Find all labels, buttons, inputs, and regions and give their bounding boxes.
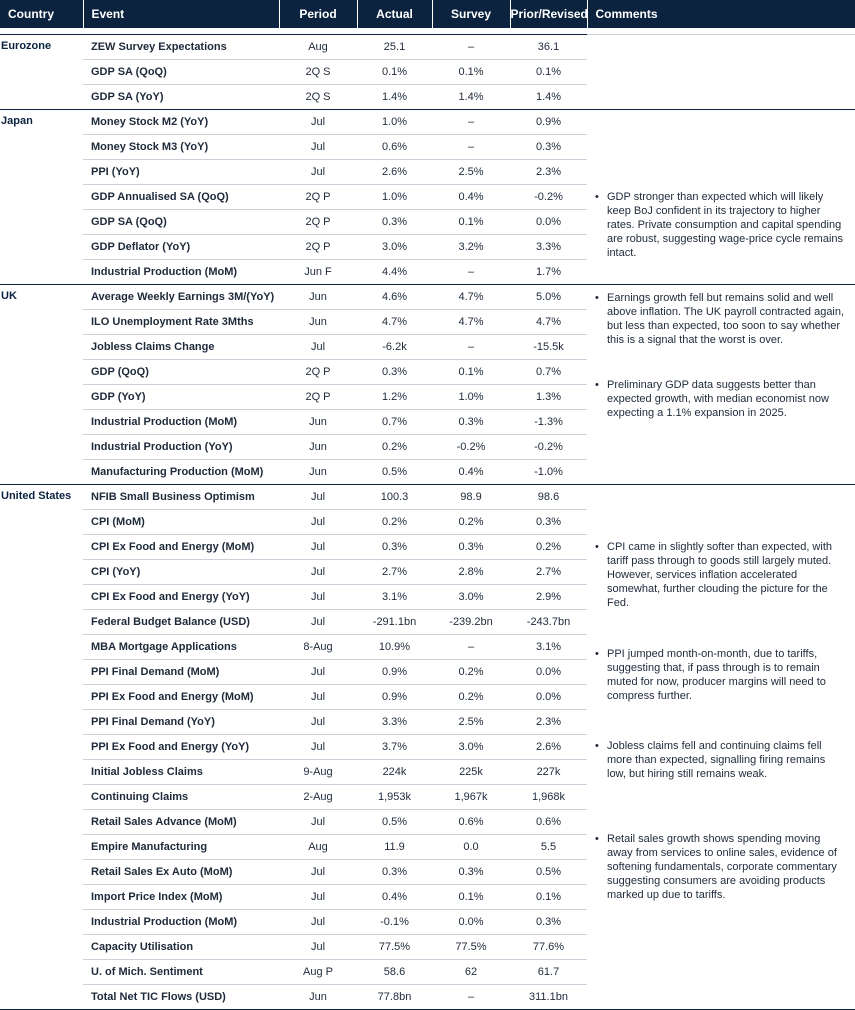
event-cell: CPI Ex Food and Energy (YoY)	[83, 585, 279, 610]
prior-cell: 0.2%	[510, 535, 587, 560]
comment-bullet	[595, 703, 845, 781]
survey-cell: 3.2%	[432, 235, 510, 260]
event-cell: GDP SA (QoQ)	[83, 210, 279, 235]
header-actual: Actual	[357, 0, 432, 28]
period-cell: 2Q S	[279, 60, 357, 85]
comment-text: Earnings growth fell but remains solid and well above inflation. The UK payroll contracted again, but less than expected, too soon to say whether this is a signal that the worst is over.	[607, 292, 845, 346]
country-label: Eurozone	[0, 35, 83, 110]
survey-cell: 4.7%	[432, 310, 510, 335]
period-cell: Jul	[279, 510, 357, 535]
period-cell: 2Q P	[279, 385, 357, 410]
survey-cell: 0.3%	[432, 535, 510, 560]
table-row	[0, 35, 855, 60]
survey-cell: 3.0%	[432, 735, 510, 760]
survey-cell: 0.3%	[432, 410, 510, 435]
event-cell: U. of Mich. Sentiment	[83, 960, 279, 985]
actual-cell: 77.5%	[357, 935, 432, 960]
period-cell: Jul	[279, 860, 357, 885]
survey-cell: 1,967k	[432, 785, 510, 810]
prior-cell: 0.0%	[510, 660, 587, 685]
actual-cell: 1.2%	[357, 385, 432, 410]
event-cell: PPI (YoY)	[83, 160, 279, 185]
actual-cell: 0.2%	[357, 435, 432, 460]
period-cell: Jul	[279, 135, 357, 160]
prior-cell: 1.4%	[510, 85, 587, 110]
actual-cell: 2.6%	[357, 160, 432, 185]
actual-cell: 25.1	[357, 35, 432, 60]
period-cell: Jul	[279, 110, 357, 135]
period-cell: 2Q S	[279, 85, 357, 110]
prior-cell: -15.5k	[510, 335, 587, 360]
survey-cell: 0.1%	[432, 885, 510, 910]
actual-cell: 0.3%	[357, 535, 432, 560]
bullet-icon: •	[595, 292, 599, 304]
actual-cell: 100.3	[357, 485, 432, 510]
period-cell: Jul	[279, 585, 357, 610]
comment-text: GDP stronger than expected which will likely keep BoJ confident in its trajectory to higher rates. Private consumption and capital spending are robust, suggesting wage-price cycle remains intact.	[607, 191, 844, 259]
actual-cell: 4.7%	[357, 310, 432, 335]
actual-cell: 0.1%	[357, 60, 432, 85]
actual-cell: 1.4%	[357, 85, 432, 110]
period-cell: Jun	[279, 285, 357, 310]
period-cell: Jul	[279, 335, 357, 360]
event-cell: ILO Unemployment Rate 3Mths	[83, 310, 279, 335]
prior-cell: 2.9%	[510, 585, 587, 610]
survey-cell: 0.6%	[432, 810, 510, 835]
actual-cell: 58.6	[357, 960, 432, 985]
event-cell: GDP SA (QoQ)	[83, 60, 279, 85]
header-comments: Comments	[587, 0, 855, 28]
period-cell: Jul	[279, 810, 357, 835]
survey-cell: 77.5%	[432, 935, 510, 960]
prior-cell: 61.7	[510, 960, 587, 985]
survey-cell: 0.4%	[432, 460, 510, 485]
comments-cell	[587, 485, 855, 1010]
period-cell: Jul	[279, 485, 357, 510]
event-cell: Initial Jobless Claims	[83, 760, 279, 785]
event-cell: Average Weekly Earnings 3M/(YoY)	[83, 285, 279, 310]
comment-bullet	[595, 781, 845, 902]
event-cell: PPI Final Demand (YoY)	[83, 710, 279, 735]
period-cell: 2Q P	[279, 235, 357, 260]
actual-cell: 0.5%	[357, 810, 432, 835]
actual-cell: 1,953k	[357, 785, 432, 810]
event-cell: GDP (QoQ)	[83, 360, 279, 385]
period-cell: 2Q P	[279, 360, 357, 385]
survey-cell: 0.1%	[432, 210, 510, 235]
actual-cell: 0.2%	[357, 510, 432, 535]
table-row	[0, 110, 855, 135]
prior-cell: 2.6%	[510, 735, 587, 760]
event-cell: GDP SA (YoY)	[83, 85, 279, 110]
prior-cell: -243.7bn	[510, 610, 587, 635]
period-cell: 2-Aug	[279, 785, 357, 810]
actual-cell: 0.3%	[357, 210, 432, 235]
period-cell: Jul	[279, 710, 357, 735]
actual-cell: 11.9	[357, 835, 432, 860]
prior-cell: 4.7%	[510, 310, 587, 335]
bullet-icon: •	[595, 541, 599, 553]
event-cell: Jobless Claims Change	[83, 335, 279, 360]
actual-cell: 0.3%	[357, 360, 432, 385]
comment-text: Preliminary GDP data suggests better than expected growth, with median economist now expecting a 1.1% expansion in 2025.	[607, 379, 829, 419]
prior-cell: 0.5%	[510, 860, 587, 885]
actual-cell: 0.3%	[357, 860, 432, 885]
survey-cell: –	[432, 110, 510, 135]
survey-cell: 2.5%	[432, 710, 510, 735]
event-cell: GDP Annualised SA (QoQ)	[83, 185, 279, 210]
prior-cell: 311.1bn	[510, 985, 587, 1010]
period-cell: Jul	[279, 610, 357, 635]
event-cell: Federal Budget Balance (USD)	[83, 610, 279, 635]
period-cell: 9-Aug	[279, 760, 357, 785]
event-cell: GDP Deflator (YoY)	[83, 235, 279, 260]
actual-cell: 0.7%	[357, 410, 432, 435]
event-cell: Import Price Index (MoM)	[83, 885, 279, 910]
event-cell: Industrial Production (MoM)	[83, 260, 279, 285]
comments-cell	[587, 285, 855, 485]
actual-cell: 1.0%	[357, 185, 432, 210]
actual-cell: 1.0%	[357, 110, 432, 135]
comment-bullet	[595, 347, 845, 420]
prior-cell: -1.0%	[510, 460, 587, 485]
country-label: UK	[0, 285, 83, 485]
comments-cell	[587, 110, 855, 285]
survey-cell: 0.0	[432, 835, 510, 860]
event-cell: CPI (MoM)	[83, 510, 279, 535]
comment-bullet	[595, 610, 845, 703]
prior-cell: 0.0%	[510, 685, 587, 710]
event-cell: MBA Mortgage Applications	[83, 635, 279, 660]
survey-cell: -239.2bn	[432, 610, 510, 635]
header-prior: Prior/Revised	[510, 0, 587, 28]
prior-cell: 0.7%	[510, 360, 587, 385]
country-label: Japan	[0, 110, 83, 285]
comments-cell	[587, 35, 855, 110]
survey-cell: 2.8%	[432, 560, 510, 585]
actual-cell: 3.0%	[357, 235, 432, 260]
event-cell: GDP (YoY)	[83, 385, 279, 410]
actual-cell: 77.8bn	[357, 985, 432, 1010]
event-cell: Money Stock M2 (YoY)	[83, 110, 279, 135]
event-cell: PPI Final Demand (MoM)	[83, 660, 279, 685]
prior-cell: 0.9%	[510, 110, 587, 135]
prior-cell: 77.6%	[510, 935, 587, 960]
event-cell: NFIB Small Business Optimism	[83, 485, 279, 510]
period-cell: Jul	[279, 735, 357, 760]
period-cell: Jun	[279, 410, 357, 435]
survey-cell: 62	[432, 960, 510, 985]
bullet-icon: •	[595, 833, 599, 845]
event-cell: PPI Ex Food and Energy (YoY)	[83, 735, 279, 760]
prior-cell: 0.1%	[510, 60, 587, 85]
survey-cell: 0.4%	[432, 185, 510, 210]
survey-cell: 2.5%	[432, 160, 510, 185]
bullet-icon: •	[595, 191, 599, 203]
period-cell: Aug	[279, 35, 357, 60]
bullet-icon: •	[595, 740, 599, 752]
survey-cell: –	[432, 335, 510, 360]
country-label: United States	[0, 485, 83, 1010]
period-cell: Jul	[279, 535, 357, 560]
actual-cell: -6.2k	[357, 335, 432, 360]
survey-cell: 4.7%	[432, 285, 510, 310]
survey-cell: 0.1%	[432, 60, 510, 85]
survey-cell: –	[432, 135, 510, 160]
period-cell: Jul	[279, 885, 357, 910]
prior-cell: 1,968k	[510, 785, 587, 810]
period-cell: Jul	[279, 935, 357, 960]
period-cell: Jul	[279, 685, 357, 710]
table-row	[0, 285, 855, 310]
period-cell: 2Q P	[279, 185, 357, 210]
period-cell: Aug P	[279, 960, 357, 985]
actual-cell: -291.1bn	[357, 610, 432, 635]
survey-cell: 0.3%	[432, 860, 510, 885]
survey-cell: -0.2%	[432, 435, 510, 460]
event-cell: Industrial Production (MoM)	[83, 410, 279, 435]
actual-cell: -0.1%	[357, 910, 432, 935]
event-cell: Industrial Production (MoM)	[83, 910, 279, 935]
survey-cell: 98.9	[432, 485, 510, 510]
event-cell: Retail Sales Advance (MoM)	[83, 810, 279, 835]
event-cell: CPI Ex Food and Energy (MoM)	[83, 535, 279, 560]
survey-cell: 0.1%	[432, 360, 510, 385]
period-cell: Jun	[279, 310, 357, 335]
event-cell: CPI (YoY)	[83, 560, 279, 585]
actual-cell: 0.5%	[357, 460, 432, 485]
actual-cell: 3.3%	[357, 710, 432, 735]
actual-cell: 4.6%	[357, 285, 432, 310]
period-cell: Jul	[279, 560, 357, 585]
actual-cell: 3.1%	[357, 585, 432, 610]
event-cell: Industrial Production (YoY)	[83, 435, 279, 460]
header-period: Period	[279, 0, 357, 28]
period-cell: Jun	[279, 435, 357, 460]
actual-cell: 224k	[357, 760, 432, 785]
comment-bullet	[595, 110, 845, 260]
survey-cell: 1.4%	[432, 85, 510, 110]
prior-cell: 5.0%	[510, 285, 587, 310]
event-cell: Manufacturing Production (MoM)	[83, 460, 279, 485]
event-cell: Total Net TIC Flows (USD)	[83, 985, 279, 1010]
period-cell: Jun F	[279, 260, 357, 285]
prior-cell: -1.3%	[510, 410, 587, 435]
actual-cell: 0.9%	[357, 685, 432, 710]
period-cell: Jun	[279, 985, 357, 1010]
survey-cell: 225k	[432, 760, 510, 785]
survey-cell: 3.0%	[432, 585, 510, 610]
comment-text: PPI jumped month-on-month, due to tariffs, suggesting that, if pass through is to remain muted for now, producer margins will need to compress further.	[607, 648, 826, 702]
comment-bullet	[595, 285, 845, 347]
prior-cell: 3.1%	[510, 635, 587, 660]
survey-cell: 0.2%	[432, 510, 510, 535]
survey-cell: –	[432, 635, 510, 660]
actual-cell: 2.7%	[357, 560, 432, 585]
prior-cell: 0.3%	[510, 510, 587, 535]
prior-cell: -0.2%	[510, 185, 587, 210]
prior-cell: 227k	[510, 760, 587, 785]
survey-cell: 1.0%	[432, 385, 510, 410]
period-cell: Jul	[279, 910, 357, 935]
comment-text: CPI came in slightly softer than expected, with tariff pass through to goods still largely muted. However, services inflation accelerated somewhat, further clouding the picture for the Fed.	[607, 541, 832, 609]
comment-text: Jobless claims fell and continuing claims fell more than expected, signalling firing remains low, but hiring still remains weak.	[607, 740, 826, 780]
prior-cell: 2.3%	[510, 710, 587, 735]
event-cell: Empire Manufacturing	[83, 835, 279, 860]
survey-cell: 0.2%	[432, 660, 510, 685]
bullet-icon: •	[595, 648, 599, 660]
actual-cell: 10.9%	[357, 635, 432, 660]
actual-cell: 3.7%	[357, 735, 432, 760]
event-cell: PPI Ex Food and Energy (MoM)	[83, 685, 279, 710]
prior-cell: 36.1	[510, 35, 587, 60]
event-cell: ZEW Survey Expectations	[83, 35, 279, 60]
period-cell: Jul	[279, 660, 357, 685]
prior-cell: 0.1%	[510, 885, 587, 910]
survey-cell: –	[432, 35, 510, 60]
prior-cell: 98.6	[510, 485, 587, 510]
prior-cell: 1.7%	[510, 260, 587, 285]
period-cell: Jun	[279, 460, 357, 485]
prior-cell: 0.3%	[510, 910, 587, 935]
prior-cell: 0.0%	[510, 210, 587, 235]
survey-cell: 0.2%	[432, 685, 510, 710]
prior-cell: 3.3%	[510, 235, 587, 260]
period-cell: 2Q P	[279, 210, 357, 235]
header-row	[0, 0, 855, 28]
prior-cell: 0.3%	[510, 135, 587, 160]
header-event: Event	[83, 0, 279, 28]
prior-cell: 2.7%	[510, 560, 587, 585]
comment-text: Retail sales growth shows spending moving away from services to online sales, evidence of softening fundamentals, corporate commentary suggesting consumers are avoiding products marked up due to tariffs.	[607, 833, 837, 901]
prior-cell: -0.2%	[510, 435, 587, 460]
header-survey: Survey	[432, 0, 510, 28]
prior-cell: 2.3%	[510, 160, 587, 185]
event-cell: Retail Sales Ex Auto (MoM)	[83, 860, 279, 885]
actual-cell: 4.4%	[357, 260, 432, 285]
period-cell: Jul	[279, 160, 357, 185]
survey-cell: 0.0%	[432, 910, 510, 935]
actual-cell: 0.4%	[357, 885, 432, 910]
comment-bullet	[595, 485, 845, 610]
event-cell: Continuing Claims	[83, 785, 279, 810]
prior-cell: 5.5	[510, 835, 587, 860]
bullet-icon: •	[595, 379, 599, 391]
event-cell: Money Stock M3 (YoY)	[83, 135, 279, 160]
survey-cell: –	[432, 985, 510, 1010]
actual-cell: 0.9%	[357, 660, 432, 685]
period-cell: 8-Aug	[279, 635, 357, 660]
header-country: Country	[0, 0, 83, 28]
actual-cell: 0.6%	[357, 135, 432, 160]
survey-cell: –	[432, 260, 510, 285]
prior-cell: 1.3%	[510, 385, 587, 410]
prior-cell: 0.6%	[510, 810, 587, 835]
table-row	[0, 485, 855, 510]
event-cell: Capacity Utilisation	[83, 935, 279, 960]
period-cell: Aug	[279, 835, 357, 860]
